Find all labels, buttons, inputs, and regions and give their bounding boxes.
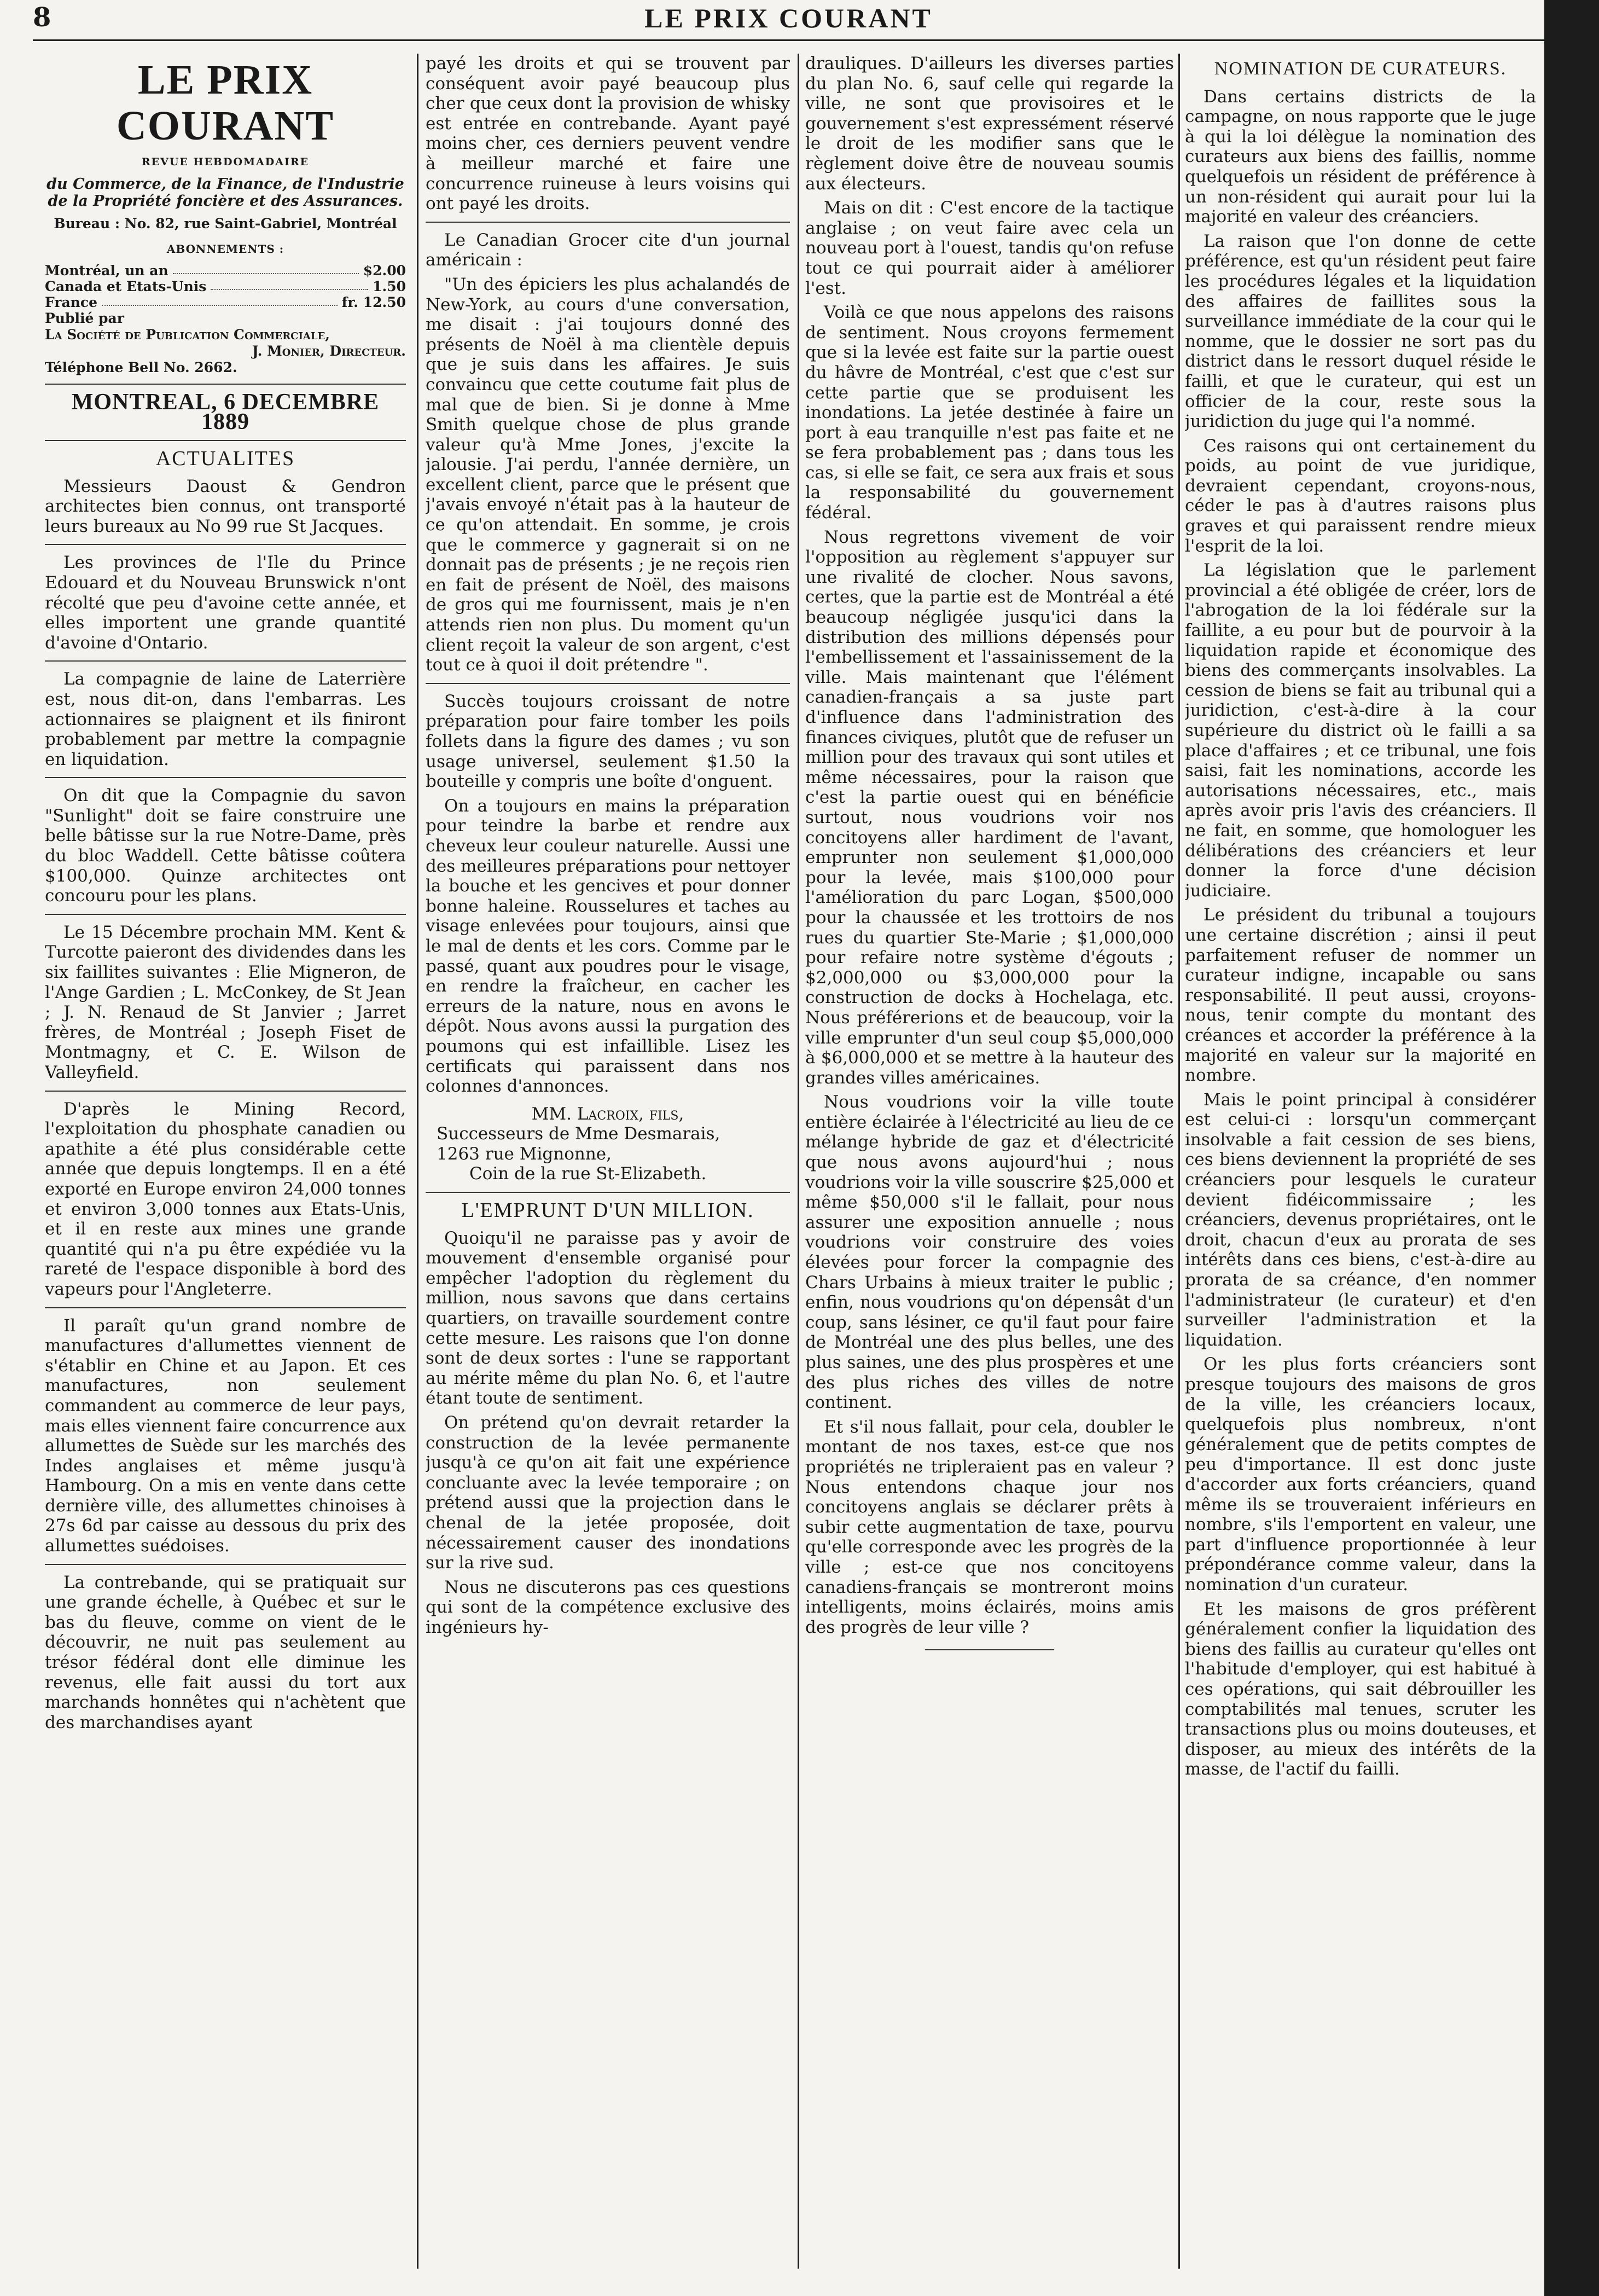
article-paragraph: Le Canadian Grocer cite d'un journal américain : [426, 230, 790, 270]
section-title: L'EMPRUNT D'UN MILLION. [461, 1199, 754, 1222]
running-title: LE PRIX COURANT [644, 3, 933, 33]
article-paragraph: Et s'il nous fallait, pour cela, doubler le montant de nos taxes, est-ce que nos propriétés ne tripleraient pas en valeur ? Nous entendons chaque jour nos concitoyens anglais se déclarer prêts à subir cette augmentation de taxe, pourvu qu'elle corresponde avec les progrès de la ville ; est-ce que nos concitoyens canadiens-français se montreront moins intelligents, moins éclairés, moins amis des progrès de leur ville ? [805, 1417, 1174, 1637]
rate-place: Canada et Etats-Unis [45, 278, 207, 294]
section-title: NOMINATION DE CURATEURS. [1214, 59, 1507, 79]
ad-paragraph: Succès toujours croissant de notre préparation pour faire tomber les poils follets dans la figure des dames ; vu son usage universel, seulement $1.50 la bouteille y compris une boîte d'onguent. [426, 691, 790, 792]
divider [45, 1307, 406, 1308]
ad-signature-line: Coin de la rue St-Elizabeth. [469, 1164, 707, 1184]
rate-price: $2.00 [363, 262, 406, 279]
running-head [33, 0, 1544, 41]
divider [45, 440, 406, 441]
section-title: ACTUALITES [155, 447, 295, 470]
page-number: 8 [33, 2, 51, 33]
publisher-block [45, 310, 406, 376]
article-paragraph: Nous voudrions voir la ville toute entière éclairée à l'électricité au lieu de ce mélange hybride de gaz et d'électricité que nous avons aujourd'hui ; nous voudrions voir la ville souscrire $25,000 et même $50,000 s'il le fallait, pour nous assurer une exposition annuelle ; nous voudrions voir construire des voies élevées pour forcer la compagnie des Chars Urbains à mieux traiter le public ; enfin, nous voudrions qu'on dépensât d'un coup, sans lésiner, ce qu'il faut pour faire de Montréal une des plus belles, une des plus saines, une des plus prospères et une des plus riches des villes de notre continent. [805, 1092, 1174, 1413]
ad-signature-line: 1263 rue Mignonne, [437, 1144, 612, 1164]
article-paragraph: Mais on dit : C'est encore de la tactique anglaise ; on veut faire avec cela un nouveau port à l'ouest, tandis qu'on refuse tout ce qui pourrait aider à améliorer l'est. [805, 198, 1174, 298]
column-rule [1178, 54, 1180, 2269]
end-rule [925, 1649, 1054, 1650]
article-paragraph: Dans certains districts de la campagne, on nous rapporte que le juge à qui la loi délègue la nomination des curateurs aux biens des faillis, nomme quelquefois un résident de préférence à un non-résident qui aurait pour lui la majorité en valeur des créanciers. [1185, 86, 1536, 227]
quoted-paragraph: "Un des épiciers les plus achalandés de New-York, au cours d'une conversation, me disait : j'ai toujours donné des présents de Noël à ma clientèle depuis que je suis dans les affaires. Je suis convaincu que cette coutume fait plus de mal que de bien. Si je donne à Mme Smith quelque chose de plus grande valeur qu'à Mme Jones, j'excite la jalousie. J'ai perdu, l'année dernière, un excellent client, parce que le présent que j'avais envoyé n'était pas à la hauteur de ce qu'on attendait. En somme, je crois que le commerce y gagnerait si on ne donnait pas de présents ; je ne reçois rien en fait de présent de Noël, des maisons de gros qui me fournissent, mais je n'en attends rien non plus. Du moment qu'un client reçoit la valeur de son argent, c'est tout ce à quoi il doit prétendre ". [426, 274, 790, 675]
article-paragraph: Nous regrettons vivement de voir l'opposition au règlement s'appuyer sur une rivalité de clocher. Nous savons, certes, que la partie est de Montréal a été beaucoup négligée jusqu'ici dans la distribution des millions dépensés pour l'embellissement et l'assainissement de la ville. Mais maintenant que l'élément canadien-français a sa juste part d'influence dans l'administration des finances civiques, plutôt que de refuser un million pour des travaux qui sont utiles et même nécessaires, pour la raison que c'est la partie ouest qui en bénéficie surtout, nous voudrions voir nos concitoyens aller hardiment de l'avant, emprunter non seulement $1,000,000 pour la levée, mais $100,000 pour l'amélioration du parc Logan, $500,000 pour la chaussée et les trottoirs de nos rues du quartier Ste-Marie ; $1,000,000 pour refaire notre système d'égouts ; $2,000,000 ou $3,000,000 pour la construction de docks à Hochelaga, etc. Nous préférerions et de beaucoup, voir la ville emprunter d'un seul coup $5,000,000 à $6,000,000 et se mettre à la hauteur des grandes villes américaines. [805, 527, 1174, 1088]
divider [45, 777, 406, 778]
published-by: Publié par [45, 310, 124, 326]
news-item: D'après le Mining Record, l'exploitation du phosphate canadien ou apathite a été plus considérable cette année que depuis longtemps. Il en a été exporté en Europe environ 24,000 tonnes et environ 3,000 tonnes aux Etats-Unis, et il en reste aux mines une grande quantité qui n'a pu être expédiée vu la rareté de l'espace disponible à bord des vapeurs pour l'Angleterre. [45, 1099, 406, 1299]
publisher-telephone: Téléphone Bell No. 2662. [45, 359, 237, 375]
rate-price: 1.50 [373, 278, 406, 294]
article-paragraph: Nous ne discuterons pas ces questions qui sont de la compétence exclusive des ingénieurs hy- [426, 1577, 790, 1637]
masthead-subtitle: REVUE HEBDOMADAIRE [141, 156, 310, 168]
column-rule [417, 54, 418, 2269]
news-item: Messieurs Daoust & Gendron architectes bien connus, ont transporté leurs bureaux au No 99 rue St Jacques. [45, 476, 406, 536]
bureau-address: Bureau : No. 82, rue Saint-Gabriel, Montréal [54, 215, 397, 231]
masthead-description: du Commerce, de la Finance, de l'Industrie de la Propriété foncière et des Assurances. [46, 175, 404, 210]
rate-row [45, 294, 406, 310]
article-paragraph: La raison que l'on donne de cette préférence, est qu'un résident peut faire les procédures légales et la liquidation des affaires de faillites sous la surveillance immédiate de la cour qui le nomme, que le dossier ne sort pas du district dans le ressort duquel réside le failli, et que le curateur, qui est un officier de la cour, reste sous la juridiction du juge qui l'a nommé. [1185, 231, 1536, 432]
dateline: MONTREAL, 6 DECEMBRE 1889 [71, 389, 380, 435]
divider [45, 384, 406, 385]
ad-signature [426, 1104, 790, 1184]
divider [426, 1192, 790, 1193]
news-item: Il paraît qu'un grand nombre de manufactures d'allumettes viennent de s'établir en Chine et au Japon. Et ces manufactures, non seulement commandent au commerce de leur pays, mais elles viennent faire concurrence aux allumettes de Suède sur les marchés des Indes anglaises et même jusqu'à Hambourg. On a mis en vente dans cette dernière ville, des allumettes chinoises à 27s 6d par caisse au dessous du prix des allumettes suédoises. [45, 1315, 406, 1556]
column-1 [45, 54, 406, 2269]
news-item: Les provinces de l'Ile du Prince Edouard et du Nouveau Brunswick n'ont récolté que peu d'avoine cette année, et elles importent une grande quantité d'avoine d'Ontario. [45, 553, 406, 653]
rate-row [45, 263, 406, 279]
article-paragraph: La législation que le parlement provincial a été obligée de créer, lors de l'abrogation de la loi fédérale sur la faillite, a eu pour but de pourvoir à la liquidation rapide et économique des biens des commerçants insolvables. La cession de biens se fait au tribunal qui a juridiction, c'est-à-dire à la cour supérieure du district où le failli a sa place d'affaires ; et ce tribunal, une fois saisi, fait les nominations, accorde les autorisations nécessaires, etc., mais après avoir pris l'avis des créanciers. Il ne fait, en somme, que homologuer les délibérations des créanciers et leur donner la force d'une décision judiciaire. [1185, 560, 1536, 901]
scan-edge [1544, 0, 1599, 2296]
article-paragraph: payé les droits et qui se trouvent par conséquent avoir payé beaucoup plus cher que ceux dont la provision de whisky est entrée en contrebande. Ayant payé moins cher, ces derniers peuvent vendre à meilleur marché et faire une concurrence ruineuse à leurs voisins qui ont payé les droits. [426, 54, 790, 214]
ad-paragraph: On a toujours en mains la préparation pour teindre la barbe et rendre aux cheveux leur couleur naturelle. Aussi une des meilleures préparations pour nettoyer la bouche et les gencives et pour donner bonne haleine. Rousselures et taches au visage enlevées pour toujours, ainsi que le mal de dents et les cors. Comme par le passé, quant aux poudres pour le visage, en rendre la fraîcheur, en cacher les erreurs de la nature, nous en avons le dépôt. Nous avons aussi la purgation des poumons qui est infaillible. Lisez les certificats qui paraissent dans nos colonnes d'annonces. [426, 796, 790, 1097]
rate-row [45, 279, 406, 294]
column-rule [798, 54, 799, 2269]
rate-price: fr. 12.50 [341, 294, 406, 310]
news-item: La contrebande, qui se pratiquait sur une grande échelle, à Québec et sur le bas du fleuve, comme on vient de le découvrir, ne nuit pas seulement au trésor fédéral dont elle diminue les revenus, elle fait aussi du tort aux marchands honnêtes qui n'achètent que des marchandises ayant [45, 1572, 406, 1732]
ad-signature-line: Successeurs de Mme Desmarais, [437, 1124, 720, 1144]
article-paragraph: Or les plus forts créanciers sont presque toujours des maisons de gros de la ville, les créanciers locaux, quelquefois plus nombreux, n'ont généralement que de petits comptes de peu d'importance. Il est donc juste d'accorder aux forts créanciers, quand même ils se trouveraient inférieurs en nombre, s'ils l'emportent en valeur, une part d'influence proportionnée à leur prépondérance comme valeur, dans la nomination d'un curateur. [1185, 1354, 1536, 1595]
news-item: La compagnie de laine de Laterrière est, nous dit-on, dans l'embarras. Les actionnaires se plaignent et ils finiront probablement par mettre la compagnie en liquidation. [45, 669, 406, 769]
column-3 [805, 54, 1174, 2269]
article-paragraph: drauliques. D'ailleurs les diverses parties du plan No. 6, sauf celle qui regarde la ville, ne sont que provisoires et le gouvernement s'est expressément réservé le droit de les modifier sans que le règlement doive être de nouveau soumis aux électeurs. [805, 54, 1174, 194]
rate-place: France [45, 294, 97, 310]
masthead-title: LE PRIX COURANT [116, 57, 335, 149]
ad-signature-name: MM. Lacroix, fils, [531, 1104, 684, 1124]
news-item: Le 15 Décembre prochain MM. Kent & Turcotte paieront des dividendes dans les six faillites suivantes : Elie Migneron, de l'Ange Gardien ; L. McConkey, de St Jean ; J. N. Renaud de St Janvier ; Jarret frères, de Montréal ; Joseph Fiset de Montmagny, et C. E. Wilson de Valleyfield. [45, 922, 406, 1082]
article-paragraph: Le président du tribunal a toujours une certaine discrétion ; ainsi il peut parfaitement refuser de nommer un curateur indigne, incapable ou sans responsabilité. Il peut aussi, croyons-nous, tenir compte du montant des créances et accorder la préférence à la majorité en valeur sur la majorité en nombre. [1185, 905, 1536, 1086]
subscriptions-label: ABONNEMENTS : [166, 242, 284, 256]
publisher-society: La Société de Publication Commerciale, [45, 326, 330, 343]
article-paragraph: Mais le point principal à considérer est celui-ci : lorsqu'un commerçant insolvable a fait cession de ses biens, ces biens deviennent la propriété de ses créanciers pour lesquels le curateur devient fidéicommissaire ; les créanciers, devenus propriétaires, ont le droit, chacun d'eux au prorata de ses intérêts dans ces biens, c'est-à-dire au prorata de sa créance, d'en nommer l'administrateur (le curateur) et d'en surveiller l'administration et la liquidation. [1185, 1089, 1536, 1350]
divider [426, 683, 790, 684]
article-paragraph: Voilà ce que nous appelons des raisons de sentiment. Nous croyons fermement que si la levée est faite sur la partie ouest du hâvre de Montréal, c'est que c'est sur cette partie que se produisent les inondations. La jetée destinée à faire un port à eau tranquille n'est pas faite et ne se fera probablement pas ; dans tous les cas, si elle se fait, ce sera aux frais et sous la responsabilité du gouvernement fédéral. [805, 303, 1174, 523]
article-paragraph: Quoiqu'il ne paraisse pas y avoir de mouvement d'ensemble organisé pour empêcher l'adoption du règlement du million, nous savons que dans certains quartiers, on travaille sourdement contre cette mesure. Les raisons que l'on donne sont de deux sortes : l'une se rapportant au mérite même du plan No. 6, et l'autre étant toute de sentiment. [426, 1228, 790, 1408]
divider [426, 222, 790, 223]
publisher-director: J. Monier, Directeur. [252, 343, 406, 359]
column-2 [426, 54, 790, 2269]
article-paragraph: On prétend qu'on devrait retarder la construction de la levée permanente jusqu'à ce qu'on ait fait une expérience concluante avec la levée temporaire ; on prétend aussi que la projection dans le chenal de la jetée proposée, doit nécessairement causer des inondations sur la rive sud. [426, 1413, 790, 1573]
divider [45, 1091, 406, 1092]
article-paragraph: Ces raisons qui ont certainement du poids, au point de vue juridique, devraient cependant, croyons-nous, céder le pas à d'autres raisons plus graves et qui paraissent rendre mieux l'esprit de la loi. [1185, 436, 1536, 556]
divider [45, 660, 406, 662]
divider [45, 914, 406, 915]
divider [45, 544, 406, 545]
column-4 [1185, 54, 1536, 2269]
rate-place: Montréal, un an [45, 262, 168, 279]
article-paragraph: Et les maisons de gros préfèrent généralement confier la liquidation des biens des faillis au curateur qu'elles ont l'habitude d'employer, qui est habitué à ces opérations, qui sait débrouiller les comptabilités mal tenues, scruter les transactions plus ou moins douteuses, et disposer, au mieux des intérêts de la masse, de l'actif du failli. [1185, 1599, 1536, 1779]
divider [45, 1564, 406, 1565]
news-item: On dit que la Compagnie du savon "Sunlight" doit se faire construire une belle bâtisse sur la rue Notre-Dame, près du bloc Waddell. Cette bâtisse coûtera $100,000. Quinze architectes ont concouru pour les plans. [45, 786, 406, 906]
